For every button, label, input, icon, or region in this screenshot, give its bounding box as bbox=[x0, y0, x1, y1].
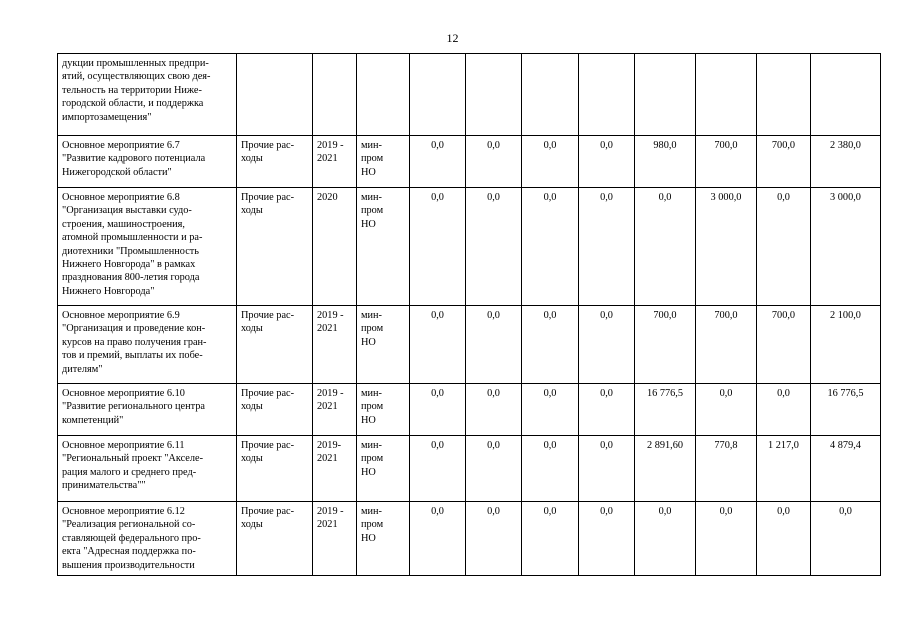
amount-cell: 2 380,0 bbox=[811, 136, 881, 188]
activity-name-cell: Основное мероприятие 6.10 "Развитие регионального центра компетенций" bbox=[58, 384, 237, 436]
activity-name-cell: Основное мероприятие 6.8 "Организация выставки судо- строения, машиностроения, атомной промышленности и ра- диотехники "Промышленность Нижнего Новгорода" в рамках празднования 800-летия города Нижнего Новгорода" bbox=[58, 188, 237, 306]
amount-cell: 3 000,0 bbox=[696, 188, 757, 306]
amount-cell: 0,0 bbox=[466, 188, 522, 306]
activity-name-cell: Основное мероприятие 6.11 "Региональный проект "Акселе- рация малого и среднего пред- принимательства"" bbox=[58, 436, 237, 502]
amount-cell: 770,8 bbox=[696, 436, 757, 502]
activity-name-cell: дукции промышленных предпри- ятий, осуществляющих свою дея- тельность на территории Ниже- городской области, и поддержка импортозамещения" bbox=[58, 54, 237, 136]
executor-cell: мин- пром НО bbox=[357, 384, 410, 436]
table-row bbox=[58, 188, 881, 306]
amount-cell bbox=[410, 54, 466, 136]
executor-cell: мин- пром НО bbox=[357, 502, 410, 576]
expense-type-cell: Прочие рас- ходы bbox=[237, 502, 313, 576]
executor-cell bbox=[357, 54, 410, 136]
period-cell: 2019 - 2021 bbox=[313, 306, 357, 384]
expense-type-cell: Прочие рас- ходы bbox=[237, 436, 313, 502]
amount-cell: 0,0 bbox=[410, 136, 466, 188]
expense-type-cell: Прочие рас- ходы bbox=[237, 136, 313, 188]
amount-cell: 0,0 bbox=[757, 384, 811, 436]
amount-cell: 16 776,5 bbox=[811, 384, 881, 436]
amount-cell: 4 879,4 bbox=[811, 436, 881, 502]
amount-cell: 3 000,0 bbox=[811, 188, 881, 306]
table-row bbox=[58, 306, 881, 384]
amount-cell: 700,0 bbox=[696, 136, 757, 188]
amount-cell: 0,0 bbox=[635, 502, 696, 576]
amount-cell: 0,0 bbox=[579, 188, 635, 306]
amount-cell: 0,0 bbox=[466, 136, 522, 188]
period-cell bbox=[313, 54, 357, 136]
period-cell: 2019 - 2021 bbox=[313, 384, 357, 436]
expense-type-cell: Прочие рас- ходы bbox=[237, 384, 313, 436]
amount-cell bbox=[811, 54, 881, 136]
period-cell: 2020 bbox=[313, 188, 357, 306]
amount-cell: 0,0 bbox=[522, 306, 579, 384]
amount-cell: 700,0 bbox=[757, 136, 811, 188]
amount-cell: 0,0 bbox=[811, 502, 881, 576]
amount-cell: 0,0 bbox=[579, 306, 635, 384]
amount-cell bbox=[466, 54, 522, 136]
executor-cell: мин- пром НО bbox=[357, 136, 410, 188]
amount-cell: 700,0 bbox=[635, 306, 696, 384]
amount-cell: 0,0 bbox=[579, 136, 635, 188]
amount-cell bbox=[579, 54, 635, 136]
amount-cell: 0,0 bbox=[579, 436, 635, 502]
amount-cell: 1 217,0 bbox=[757, 436, 811, 502]
table-row bbox=[58, 384, 881, 436]
amount-cell: 0,0 bbox=[522, 502, 579, 576]
amount-cell: 16 776,5 bbox=[635, 384, 696, 436]
amount-cell: 0,0 bbox=[410, 188, 466, 306]
amount-cell: 0,0 bbox=[410, 502, 466, 576]
activity-name-cell: Основное мероприятие 6.9 "Организация и проведение кон- курсов на право получения гран- тов и премий, выплаты их побе- дителям" bbox=[58, 306, 237, 384]
table-row bbox=[58, 136, 881, 188]
period-cell: 2019 - 2021 bbox=[313, 502, 357, 576]
expense-type-cell bbox=[237, 54, 313, 136]
activity-name-cell: Основное мероприятие 6.7 "Развитие кадрового потенциала Нижегородской области" bbox=[58, 136, 237, 188]
amount-cell: 2 100,0 bbox=[811, 306, 881, 384]
amount-cell: 0,0 bbox=[522, 188, 579, 306]
amount-cell bbox=[522, 54, 579, 136]
amount-cell: 700,0 bbox=[696, 306, 757, 384]
amount-cell bbox=[696, 54, 757, 136]
expense-type-cell: Прочие рас- ходы bbox=[237, 306, 313, 384]
amount-cell: 0,0 bbox=[522, 436, 579, 502]
expense-type-cell: Прочие рас- ходы bbox=[237, 188, 313, 306]
amount-cell: 0,0 bbox=[410, 306, 466, 384]
amount-cell: 0,0 bbox=[757, 188, 811, 306]
amount-cell: 0,0 bbox=[579, 384, 635, 436]
period-cell: 2019 - 2021 bbox=[313, 136, 357, 188]
amount-cell: 0,0 bbox=[466, 502, 522, 576]
period-cell: 2019- 2021 bbox=[313, 436, 357, 502]
amount-cell: 2 891,60 bbox=[635, 436, 696, 502]
executor-cell: мин- пром НО bbox=[357, 188, 410, 306]
table-row bbox=[58, 436, 881, 502]
executor-cell: мин- пром НО bbox=[357, 436, 410, 502]
activity-name-cell: Основное мероприятие 6.12 "Реализация региональной со- ставляющей федерального про- екта "Адресная поддержка по- вышения производительности bbox=[58, 502, 237, 576]
amount-cell: 0,0 bbox=[757, 502, 811, 576]
amount-cell: 0,0 bbox=[466, 306, 522, 384]
amount-cell bbox=[757, 54, 811, 136]
amount-cell: 0,0 bbox=[410, 436, 466, 502]
amount-cell: 0,0 bbox=[410, 384, 466, 436]
amount-cell: 0,0 bbox=[466, 436, 522, 502]
amount-cell: 0,0 bbox=[696, 502, 757, 576]
amount-cell: 0,0 bbox=[522, 136, 579, 188]
executor-cell: мин- пром НО bbox=[357, 306, 410, 384]
budget-table bbox=[57, 53, 881, 576]
amount-cell: 0,0 bbox=[579, 502, 635, 576]
amount-cell: 0,0 bbox=[522, 384, 579, 436]
amount-cell: 0,0 bbox=[696, 384, 757, 436]
amount-cell bbox=[635, 54, 696, 136]
table-row bbox=[58, 54, 881, 136]
page-number: 12 bbox=[446, 31, 459, 45]
amount-cell: 700,0 bbox=[757, 306, 811, 384]
amount-cell: 0,0 bbox=[466, 384, 522, 436]
table-row bbox=[58, 502, 881, 576]
amount-cell: 980,0 bbox=[635, 136, 696, 188]
amount-cell: 0,0 bbox=[635, 188, 696, 306]
